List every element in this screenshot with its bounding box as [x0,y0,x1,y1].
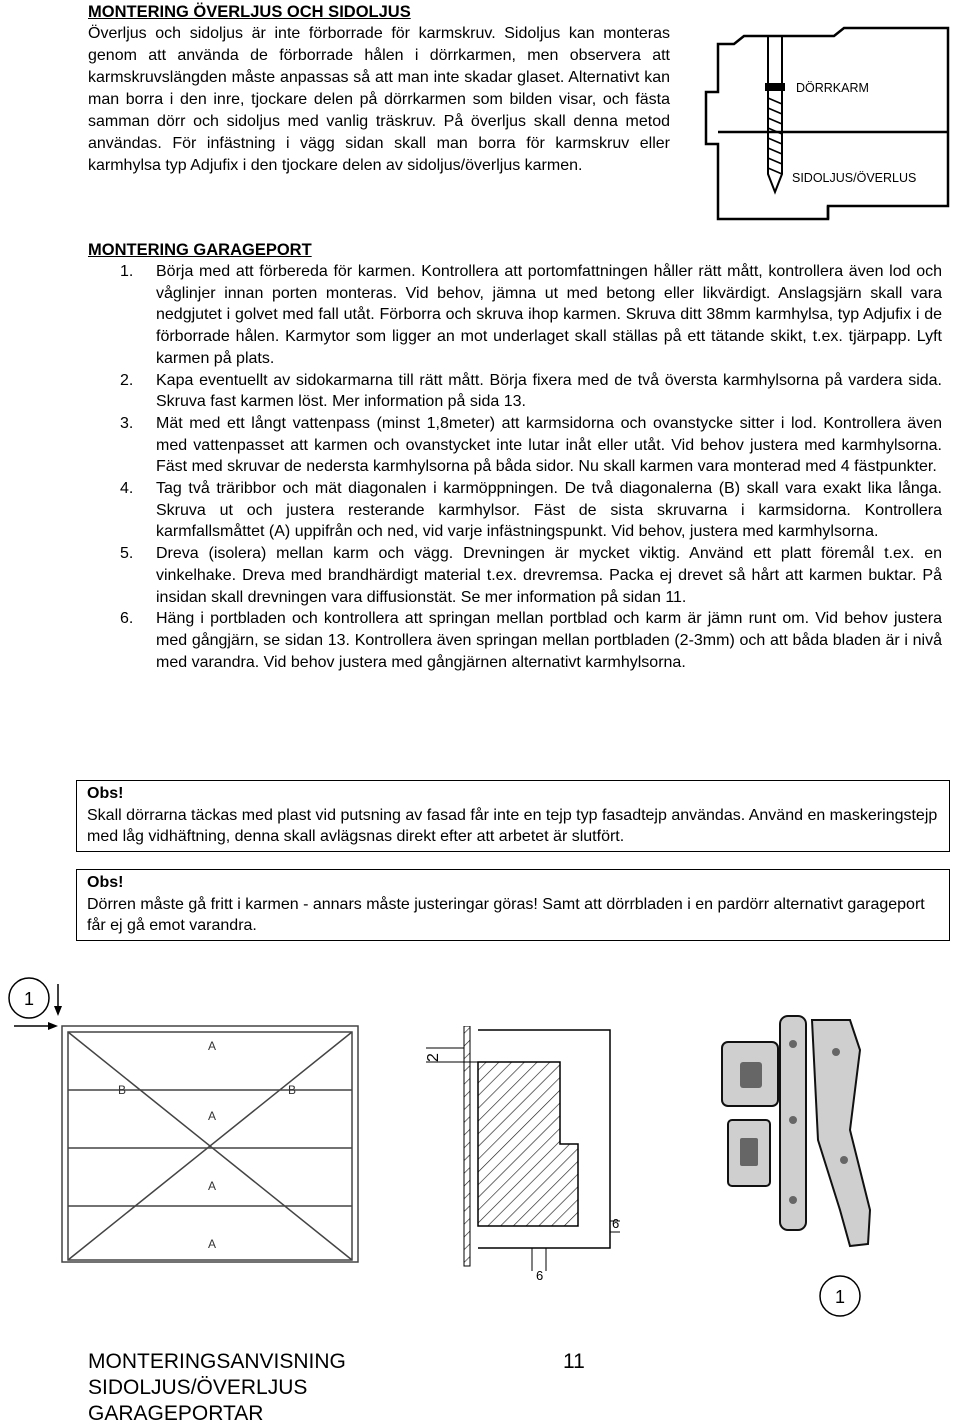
arrow-right-icon [48,1022,58,1030]
label-b: B [288,1083,297,1097]
footer-title [88,1349,346,1427]
gap-cross-section-diagram [420,1026,640,1288]
note-title: Obs! [87,874,124,891]
step-4: 4. Tag två träribbor och mät diagonalen i karmöppningen. De två diagonalerna (B) skall vara exakt lika långa. Skruva ut och justera resterande karmhylsor. Fäst de sista skruvarna i karmsidorna. Kontrollera karmfallsmåttet (A) uppifrån och ned, vid varje infästningspunkt. Vid behov, justera med karmhylsorna. [120,480,942,541]
note-box-plast [76,780,950,852]
frame-diagonal-diagram [0,966,370,1266]
label-a: A [208,1109,217,1123]
note-text: Skall dörrarna täckas med plast vid putsning av fasad får inte en tejp typ fasadtejp användas. Använd en maskeringstejp med låg vidhäftning, denna skall avlägsnas direkt efter att arbetet är slutfört. [87,806,938,845]
door-frame-cross-section-figure [704,24,950,224]
step-5: 5. Dreva (isolera) mellan karm och vägg. Drevningen är mycket viktig. Använd ett platt föremål t.ex. en vinkelhake. Dreva med brandhärdigt material t.ex. drevremsa. Packa ej drevet så hårt att karmen buktar. På insidan skall drevningen vara diffusionstät. Se mer information på sidan 11. [120,545,942,606]
step-2: 2. Kapa eventuellt av sidokarmarna till rätt mått. Börja fixera med de två översta karmhylsorna på vardera sida. Skruva fast karmen löst. Mer information på sida 13. [120,371,942,411]
dim-label: 6 [612,1216,620,1231]
step-1: 1. Börja med att förbereda för karmen. Kontrollera att portomfattningen håller rätt mått, kontrollera även lod och våglinjer innan porten monteras. Vid behov, jämna ut med betong eller likvärdigt. Anslagsjärn skall vara nedgjutet i golvet med fall utåt. Förborra och skruva ihop karmen. Skruva ditt 38mm karmhylsa, typ Adjufix i de förborrade hålen. Karmytor som ligger an mot underlaget skall ställas på ett tätande skikt, t.ex. tjärpapp. Lyft karmen på plats. [120,263,942,367]
footer-line: MONTERINGSANVISNING [88,1350,346,1373]
callout-number: 1 [834,1287,846,1307]
callout-number: 1 [23,989,35,1009]
label-a: A [208,1179,217,1193]
note-text: Dörren måste gå fritt i karmen - annars måste justeringar göras! Samt att dörrbladen i en pardörr alternativt garageport får ej gå emot varandra. [87,895,925,934]
dim-label: 6 [536,1268,544,1283]
section-body-overljus: Överljus och sidoljus är inte förborrade för karmskruv. Sidoljus kan monteras genom att använda de förborrade hålen i dörrkarmen, men observera att karmskruvslängden måste anpassas så att man inte skadar glaset. Alternativt kan man borra i den inre, tjockare delen på dörrkarmen som bilden visar, och fästa samman dörr och sidoljus med vanlig träskruv. På överljus skall denna metod användas. För infästning i vägg sidan skall man borra för karmskruv eller karmhylsa typ Adjufix i den tjockare delen av sidoljus/överljus karmen. [88,25,670,174]
footer-line: GARAGEPORTAR [88,1402,264,1425]
label-b: B [118,1083,127,1097]
label-sidoljus-overlus: SIDOLJUS/ÖVERLUS [792,171,917,185]
label-dorrkarm: DÖRRKARM [796,81,869,95]
arrow-down-icon [54,1006,62,1016]
section-title-garageport: MONTERING GARAGEPORT [88,241,312,259]
label-a: A [208,1039,217,1053]
footer-line: SIDOLJUS/ÖVERLJUS [88,1376,308,1399]
label-a: A [208,1237,217,1251]
step-6: 6. Häng i portbladen och kontrollera att springan mellan portblad och karm är jämn runt om. Vid behov justera med gångjärn, se sidan 13. Kontrollera även springan mellan portbladen (2-3mm) och att båda bladen är i nivå med varandra. Vid behov justera med gångjärnen alternativt karmhylsorna. [120,610,942,671]
note-title: Obs! [87,785,124,802]
hinge-hardware-figure [700,1010,900,1330]
installation-steps [88,261,942,673]
dim-label: 2 [425,1053,442,1062]
step-3: 3. Mät med ett långt vattenpass (minst 1,8meter) att karmsidorna och ovanstycke sitter i lod. Kontrollera även med vattenpasset att karmen och ovanstycket inte lutar inåt eller utåt. Vid behov justera med karmhylsorna. Fäst med skruvar de nedersta karmhylsorna på båda sidor. Nu skall karmen vara monterad med 4 fästpunkter. [120,414,942,476]
section-title-overljus: MONTERING ÖVERLJUS OCH SIDOLJUS [88,3,411,21]
page-number: 11 [563,1350,585,1373]
note-box-dorren [76,869,950,941]
